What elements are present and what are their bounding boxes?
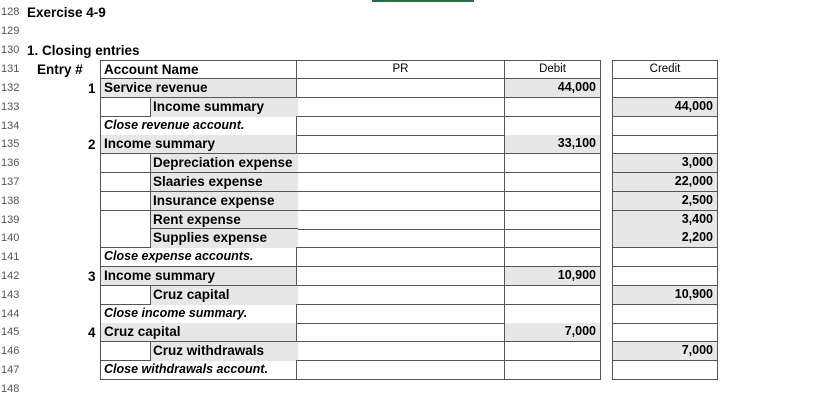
account-name: Income summary [153, 98, 265, 114]
debit-cell[interactable] [504, 135, 601, 154]
account-cell[interactable] [100, 286, 297, 305]
credit-cell[interactable] [612, 229, 718, 248]
pr-cell[interactable] [296, 135, 505, 154]
pr-cell[interactable] [296, 79, 505, 98]
debit-cell[interactable] [504, 248, 601, 267]
account-name: Close revenue account. [104, 117, 245, 132]
debit-cell[interactable] [504, 323, 601, 342]
debit-cell[interactable] [504, 117, 601, 136]
pr-cell[interactable] [296, 211, 505, 230]
row-number: 140 [1, 232, 20, 245]
account-name: Service revenue [104, 80, 208, 95]
account-name: Close income summary. [104, 305, 248, 320]
pr-cell[interactable] [296, 342, 505, 361]
debit-value: 44,000 [557, 80, 596, 94]
account-cell[interactable] [100, 267, 297, 286]
header-debit-cell[interactable] [504, 60, 601, 79]
row-number: 134 [1, 119, 20, 132]
row-number: 145 [1, 326, 20, 339]
debit-cell[interactable] [504, 305, 601, 324]
row-number: 147 [1, 364, 20, 376]
account-name: Cruz capital [104, 324, 181, 340]
credit-cell[interactable] [612, 323, 718, 342]
credit-value: 44,000 [674, 98, 713, 113]
header-row [0, 60, 823, 79]
debit-value: 7,000 [564, 324, 596, 339]
journal-row [0, 98, 823, 117]
debit-cell[interactable] [504, 229, 601, 248]
header-entry[interactable]: Entry # [37, 62, 83, 77]
header-credit-cell[interactable] [612, 60, 718, 79]
pr-cell[interactable] [296, 323, 505, 342]
account-name: Close expense accounts. [104, 249, 254, 264]
account-name: Close withdrawals account. [104, 362, 268, 376]
row-number: 133 [1, 100, 20, 113]
row-number: 128 [1, 6, 20, 18]
row-number: 141 [1, 251, 20, 264]
journal-row [0, 79, 823, 98]
credit-cell[interactable] [612, 286, 718, 305]
pr-cell[interactable] [296, 248, 505, 267]
row-number: 143 [1, 288, 20, 301]
credit-cell[interactable] [612, 267, 718, 286]
exercise-title[interactable]: Exercise 4-9 [27, 5, 106, 20]
journal-row [0, 248, 823, 267]
account-name: Depreciation expense [153, 155, 293, 171]
credit-cell[interactable] [612, 211, 718, 230]
account-cell[interactable] [100, 342, 297, 361]
credit-value: 2,500 [681, 192, 713, 207]
account-name: Income summary [104, 268, 216, 283]
credit-value: 3,400 [681, 211, 713, 226]
credit-cell[interactable] [612, 248, 718, 267]
account-cell[interactable] [100, 323, 297, 342]
pr-cell[interactable] [296, 192, 505, 211]
row-number: 130 [1, 44, 20, 56]
journal-row [0, 211, 823, 230]
entry-number[interactable]: 3 [88, 269, 96, 284]
journal-row [0, 192, 823, 211]
row-number: 135 [1, 138, 20, 151]
journal-row [0, 267, 823, 286]
account-cell[interactable] [100, 154, 297, 173]
account-name: Cruz withdrawals [153, 343, 265, 359]
account-name: Insurance expense [153, 192, 275, 208]
row-number: 138 [1, 194, 20, 207]
row-number: 132 [1, 82, 20, 94]
entry-number[interactable]: 1 [88, 81, 96, 96]
credit-cell[interactable] [612, 154, 718, 173]
row-130 [0, 41, 823, 60]
credit-cell[interactable] [612, 117, 718, 136]
row-148 [0, 380, 823, 399]
journal-row [0, 286, 823, 305]
debit-value: 10,900 [557, 268, 596, 282]
credit-cell[interactable] [612, 192, 718, 211]
credit-cell[interactable] [612, 135, 718, 154]
account-name: Rent expense [153, 211, 241, 227]
account-cell[interactable] [100, 117, 297, 136]
header-pr: PR [392, 63, 409, 75]
credit-cell[interactable] [612, 305, 718, 324]
header-credit: Credit [649, 63, 681, 75]
row-number: 139 [1, 213, 20, 226]
account-cell[interactable] [100, 305, 297, 324]
account-name: Income summary [104, 136, 216, 152]
account-cell[interactable] [100, 211, 297, 230]
entry-number[interactable]: 4 [88, 325, 96, 341]
row-129 [0, 22, 823, 41]
credit-cell[interactable] [612, 342, 718, 361]
pr-cell[interactable] [296, 154, 505, 173]
pr-cell[interactable] [296, 229, 505, 248]
row-number: 131 [1, 63, 20, 75]
entry-number[interactable]: 2 [88, 137, 96, 153]
credit-value: 22,000 [674, 174, 713, 188]
debit-cell[interactable] [504, 192, 601, 211]
journal-row [0, 305, 823, 324]
row-128 [0, 3, 823, 22]
debit-cell[interactable] [504, 361, 601, 380]
header-debit: Debit [539, 63, 566, 75]
journal-row [0, 173, 823, 192]
credit-value: 2,200 [681, 230, 713, 245]
selected-column-indicator [372, 0, 474, 2]
debit-cell[interactable] [504, 286, 601, 305]
debit-cell[interactable] [504, 267, 601, 286]
header-account: Account Name [104, 62, 199, 77]
credit-cell[interactable] [612, 98, 718, 117]
pr-cell[interactable] [296, 305, 505, 324]
account-name: Slaaries expense [153, 174, 263, 189]
account-cell[interactable] [100, 248, 297, 267]
account-cell[interactable] [100, 229, 297, 248]
credit-value: 7,000 [681, 343, 713, 358]
account-cell[interactable] [100, 135, 297, 154]
row-number: 137 [1, 176, 20, 188]
row-number: 148 [1, 382, 20, 395]
journal-row [0, 154, 823, 173]
pr-cell[interactable] [296, 286, 505, 305]
debit-cell[interactable] [504, 98, 601, 117]
header-account-cell[interactable] [100, 60, 297, 79]
credit-value: 3,000 [681, 155, 713, 170]
journal-row [0, 117, 823, 136]
pr-cell[interactable] [296, 361, 505, 380]
journal-row [0, 135, 823, 154]
row-number: 136 [1, 157, 20, 170]
section-title[interactable]: 1. Closing entries [27, 43, 140, 58]
credit-cell[interactable] [612, 79, 718, 98]
row-number: 129 [1, 25, 20, 37]
debit-cell[interactable] [504, 342, 601, 361]
debit-cell[interactable] [504, 211, 601, 230]
pr-cell[interactable] [296, 117, 505, 136]
account-cell[interactable] [100, 173, 297, 192]
account-cell[interactable] [100, 192, 297, 211]
row-number: 142 [1, 270, 20, 282]
account-cell[interactable] [100, 98, 297, 117]
debit-value: 33,100 [557, 136, 596, 151]
debit-cell[interactable] [504, 154, 601, 173]
account-name: Cruz capital [153, 286, 230, 302]
pr-cell[interactable] [296, 173, 505, 192]
journal-row [0, 323, 823, 342]
credit-cell[interactable] [612, 361, 718, 380]
account-cell[interactable] [100, 79, 297, 98]
credit-cell[interactable] [612, 173, 718, 192]
header-pr-cell[interactable] [296, 60, 505, 79]
credit-value: 10,900 [674, 286, 713, 301]
debit-cell[interactable] [504, 79, 601, 98]
account-cell[interactable] [100, 361, 297, 380]
journal-row [0, 361, 823, 380]
account-name: Supplies expense [153, 230, 268, 246]
journal-row [0, 342, 823, 361]
row-number: 144 [1, 307, 20, 320]
pr-cell[interactable] [296, 267, 505, 286]
journal-row [0, 229, 823, 248]
row-number: 146 [1, 345, 20, 358]
debit-cell[interactable] [504, 173, 601, 192]
pr-cell[interactable] [296, 98, 505, 117]
